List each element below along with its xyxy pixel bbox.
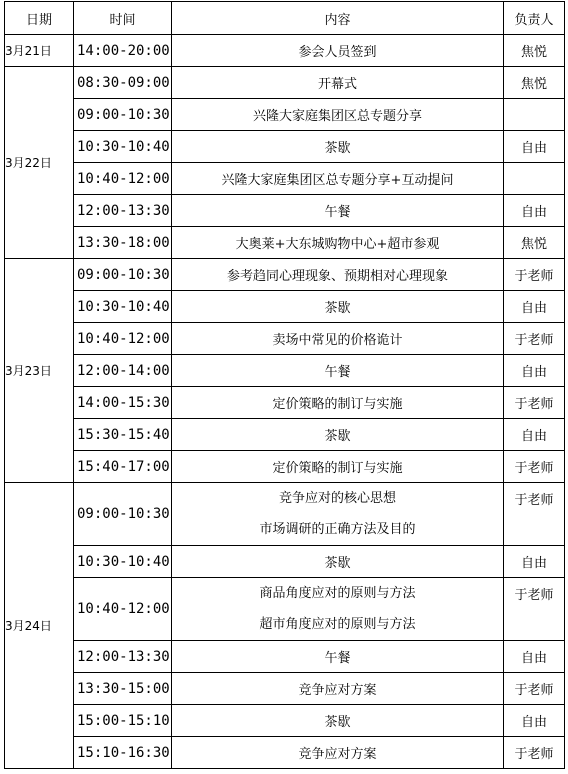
day-date-cell: 3月23日	[5, 259, 74, 483]
day-date-cell: 3月24日	[5, 483, 74, 769]
time-cell: 10:40-12:00	[74, 163, 172, 195]
person-cell: 焦悦	[504, 227, 565, 259]
person-cell: 自由	[504, 195, 565, 227]
content-cell	[172, 35, 504, 67]
header-content: 内容	[172, 2, 504, 35]
content-cell	[172, 705, 504, 737]
person-cell	[504, 99, 565, 131]
day-date-cell: 3月21日	[5, 35, 74, 67]
person-cell: 于老师	[504, 737, 565, 769]
schedule-row	[5, 673, 565, 705]
person-cell: 自由	[504, 291, 565, 323]
schedule-row	[5, 35, 565, 67]
schedule-row	[5, 259, 565, 291]
person-cell: 自由	[504, 705, 565, 737]
person-cell: 焦悦	[504, 35, 565, 67]
time-cell: 10:30-10:40	[74, 291, 172, 323]
content-cell	[172, 323, 504, 355]
content-line: 参考趋同心理现象、预期相对心理现象	[226, 269, 448, 284]
content-line: 茶歇	[324, 715, 351, 730]
content-line: 竞争应对的核心思想	[278, 491, 396, 506]
schedule-row	[5, 705, 565, 737]
content-cell	[172, 483, 504, 546]
schedule-row	[5, 131, 565, 163]
person-cell: 于老师	[504, 259, 565, 291]
content-cell	[172, 355, 504, 387]
schedule-row	[5, 387, 565, 419]
content-line: 超市角度应对的原则与方法	[259, 617, 416, 632]
content-line: 茶歇	[324, 429, 351, 444]
content-line: 卖场中常见的价格诡计	[272, 333, 403, 348]
time-cell: 13:30-18:00	[74, 227, 172, 259]
schedule-row	[5, 291, 565, 323]
content-line: 午餐	[324, 205, 351, 220]
person-cell: 自由	[504, 355, 565, 387]
schedule-row	[5, 737, 565, 769]
time-cell: 10:30-10:40	[74, 546, 172, 578]
schedule-row	[5, 546, 565, 578]
person-cell: 自由	[504, 546, 565, 578]
schedule-row	[5, 323, 565, 355]
person-cell: 于老师	[504, 387, 565, 419]
schedule-row	[5, 419, 565, 451]
time-cell: 15:30-15:40	[74, 419, 172, 451]
schedule-table	[4, 1, 565, 769]
schedule-row	[5, 67, 565, 99]
content-cell	[172, 419, 504, 451]
person-cell: 于老师	[504, 323, 565, 355]
person-cell: 于老师	[504, 483, 565, 546]
content-line: 定价策略的制订与实施	[272, 397, 403, 412]
content-cell	[172, 451, 504, 483]
person-cell: 自由	[504, 641, 565, 673]
time-cell: 14:00-20:00	[74, 35, 172, 67]
time-cell: 14:00-15:30	[74, 387, 172, 419]
time-cell: 08:30-09:00	[74, 67, 172, 99]
time-cell: 09:00-10:30	[74, 259, 172, 291]
content-line: 竞争应对方案	[298, 683, 377, 698]
person-cell: 自由	[504, 131, 565, 163]
content-cell	[172, 131, 504, 163]
content-line: 午餐	[324, 365, 351, 380]
content-line: 定价策略的制订与实施	[272, 461, 403, 476]
time-cell: 09:00-10:30	[74, 99, 172, 131]
person-cell: 于老师	[504, 673, 565, 705]
content-line: 商品角度应对的原则与方法	[259, 586, 416, 601]
content-line: 茶歇	[324, 556, 351, 571]
content-line: 兴隆大家庭集团区总专题分享+互动提问	[221, 173, 454, 188]
schedule-row	[5, 578, 565, 641]
content-line: 茶歇	[324, 141, 351, 156]
time-cell: 10:30-10:40	[74, 131, 172, 163]
content-line: 竞争应对方案	[298, 747, 377, 762]
time-cell: 12:00-13:30	[74, 195, 172, 227]
content-cell	[172, 737, 504, 769]
content-cell	[172, 67, 504, 99]
content-cell	[172, 673, 504, 705]
header-time: 时间	[74, 2, 172, 35]
day-date-cell: 3月22日	[5, 67, 74, 259]
content-cell	[172, 163, 504, 195]
time-cell: 15:40-17:00	[74, 451, 172, 483]
header-row	[5, 2, 565, 35]
time-cell: 12:00-13:30	[74, 641, 172, 673]
content-cell	[172, 99, 504, 131]
person-cell: 于老师	[504, 578, 565, 641]
schedule-row	[5, 227, 565, 259]
content-cell	[172, 195, 504, 227]
content-line: 茶歇	[324, 301, 351, 316]
time-cell: 12:00-14:00	[74, 355, 172, 387]
schedule-row	[5, 195, 565, 227]
time-cell: 09:00-10:30	[74, 483, 172, 546]
content-cell	[172, 259, 504, 291]
time-cell: 13:30-15:00	[74, 673, 172, 705]
time-cell: 15:10-16:30	[74, 737, 172, 769]
content-cell	[172, 578, 504, 641]
schedule-row	[5, 451, 565, 483]
time-cell: 15:00-15:10	[74, 705, 172, 737]
content-line: 开幕式	[317, 77, 357, 92]
content-line: 午餐	[324, 651, 351, 666]
person-cell: 自由	[504, 419, 565, 451]
content-cell	[172, 546, 504, 578]
content-cell	[172, 387, 504, 419]
schedule-row	[5, 355, 565, 387]
header-person: 负责人	[504, 2, 565, 35]
person-cell: 焦悦	[504, 67, 565, 99]
content-line: 市场调研的正确方法及目的	[259, 522, 416, 537]
content-line: 大奥莱+大东城购物中心+超市参观	[235, 237, 440, 252]
content-cell	[172, 641, 504, 673]
schedule-row	[5, 163, 565, 195]
schedule-row	[5, 99, 565, 131]
schedule-row	[5, 483, 565, 546]
content-line: 兴隆大家庭集团区总专题分享	[252, 109, 422, 124]
content-cell	[172, 291, 504, 323]
person-cell: 于老师	[504, 451, 565, 483]
person-cell	[504, 163, 565, 195]
time-cell: 10:40-12:00	[74, 323, 172, 355]
content-cell	[172, 227, 504, 259]
content-line: 参会人员签到	[298, 45, 377, 60]
header-date: 日期	[5, 2, 74, 35]
time-cell: 10:40-12:00	[74, 578, 172, 641]
schedule-row	[5, 641, 565, 673]
